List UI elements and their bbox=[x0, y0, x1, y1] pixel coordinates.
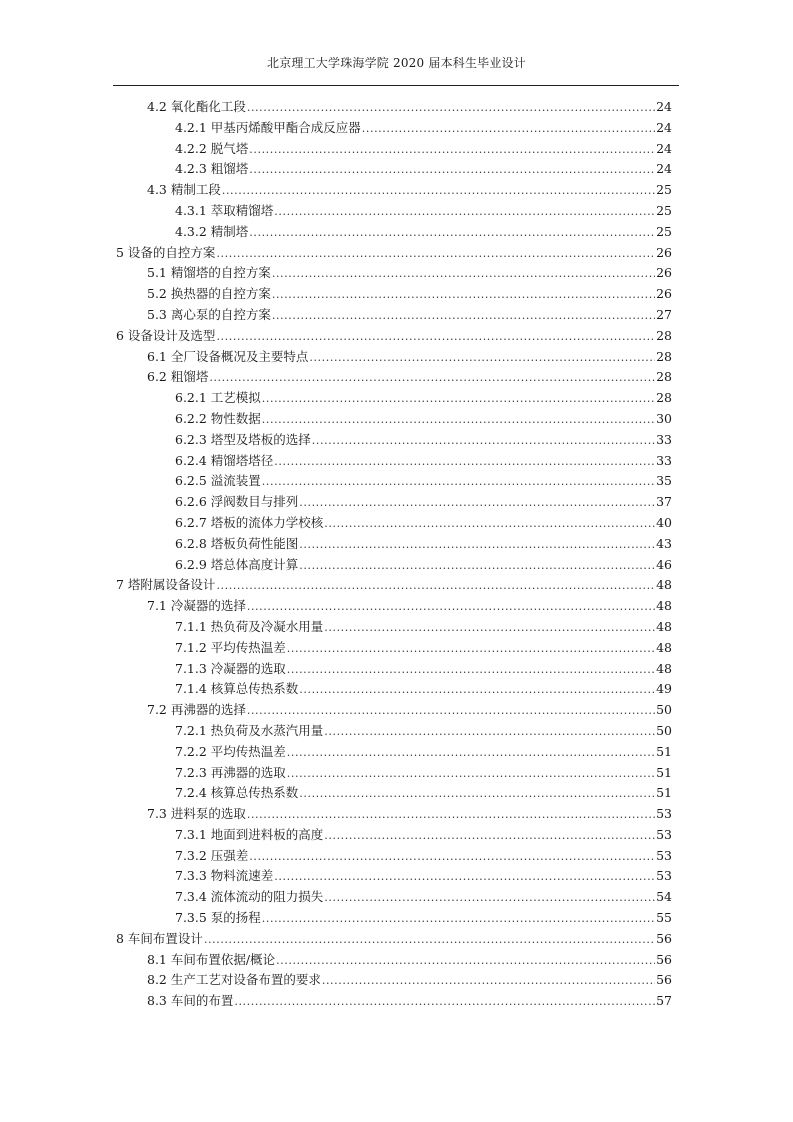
toc-page-number: 35 bbox=[656, 473, 672, 489]
toc-entry-title: 7.1 冷凝器的选择 bbox=[147, 598, 246, 614]
toc-entry-title: 6 设备设计及选型 bbox=[116, 327, 216, 343]
toc-dot-leader bbox=[324, 826, 655, 847]
toc-dot-leader bbox=[249, 223, 655, 244]
toc-dot-leader bbox=[324, 514, 655, 535]
toc-page-number: 43 bbox=[656, 535, 672, 551]
toc-dot-leader bbox=[262, 909, 655, 930]
toc-entry-title: 7.3.2 压强差 bbox=[175, 847, 249, 863]
toc-page-number: 28 bbox=[656, 327, 672, 343]
toc-page-number: 48 bbox=[656, 598, 672, 614]
toc-entry[interactable] bbox=[116, 742, 672, 763]
toc-entry[interactable] bbox=[116, 887, 672, 908]
toc-page-number: 40 bbox=[656, 514, 672, 530]
toc-page-number: 26 bbox=[656, 286, 672, 302]
toc-page-number: 56 bbox=[656, 972, 672, 988]
toc-dot-leader bbox=[249, 160, 655, 181]
toc-entry[interactable] bbox=[116, 866, 672, 887]
toc-dot-leader bbox=[276, 951, 655, 972]
toc-entry-title: 7.3.3 物料流速差 bbox=[175, 868, 274, 884]
toc-entry[interactable] bbox=[116, 783, 672, 804]
toc-entry-title: 6.2 粗馏塔 bbox=[147, 369, 209, 385]
toc-entry-title: 4.2.2 脱气塔 bbox=[175, 140, 249, 156]
toc-entry-title: 6.2.1 工艺模拟 bbox=[175, 390, 261, 406]
toc-entry[interactable] bbox=[116, 575, 672, 596]
toc-entry[interactable] bbox=[116, 908, 672, 929]
toc-page-number: 50 bbox=[656, 722, 672, 738]
toc-dot-leader bbox=[287, 764, 655, 785]
toc-entry[interactable] bbox=[116, 513, 672, 534]
toc-entry-title: 6.2.3 塔型及塔板的选择 bbox=[175, 431, 311, 447]
table-of-contents bbox=[116, 97, 672, 1012]
toc-page-number: 51 bbox=[656, 764, 672, 780]
toc-entry[interactable] bbox=[116, 243, 672, 264]
toc-page-number: 28 bbox=[656, 390, 672, 406]
toc-entry[interactable] bbox=[116, 846, 672, 867]
toc-page-number: 57 bbox=[656, 993, 672, 1009]
toc-entry[interactable] bbox=[116, 347, 672, 368]
toc-entry-title: 7.3.4 流体流动的阻力损失 bbox=[175, 889, 324, 905]
toc-entry[interactable] bbox=[116, 534, 672, 555]
toc-dot-leader bbox=[309, 348, 655, 369]
toc-entry-title: 7.1.2 平均传热温差 bbox=[175, 639, 286, 655]
toc-entry-title: 7.2.2 平均传热温差 bbox=[175, 743, 286, 759]
toc-entry[interactable] bbox=[116, 596, 672, 617]
toc-entry[interactable] bbox=[116, 929, 672, 950]
toc-dot-leader bbox=[287, 743, 655, 764]
toc-dot-leader bbox=[287, 639, 655, 660]
toc-entry[interactable] bbox=[116, 950, 672, 971]
toc-page-number: 30 bbox=[656, 410, 672, 426]
toc-dot-leader bbox=[324, 618, 655, 639]
toc-entry-title: 8.2 生产工艺对设备布置的要求 bbox=[147, 972, 321, 988]
toc-dot-leader bbox=[324, 722, 655, 743]
toc-entry[interactable] bbox=[116, 367, 672, 388]
toc-entry-title: 6.2.9 塔总体高度计算 bbox=[175, 556, 299, 572]
toc-entry[interactable] bbox=[116, 97, 672, 118]
toc-entry[interactable] bbox=[116, 555, 672, 576]
toc-dot-leader bbox=[299, 556, 655, 577]
toc-entry[interactable] bbox=[116, 970, 672, 991]
toc-entry-title: 5.2 换热器的自控方案 bbox=[147, 286, 271, 302]
toc-page-number: 25 bbox=[656, 182, 672, 198]
toc-entry[interactable] bbox=[116, 638, 672, 659]
toc-page-number: 53 bbox=[656, 826, 672, 842]
toc-dot-leader bbox=[216, 327, 655, 348]
toc-entry[interactable] bbox=[116, 825, 672, 846]
toc-entry-title: 4.3.2 精制塔 bbox=[175, 223, 249, 239]
toc-dot-leader bbox=[216, 576, 655, 597]
toc-dot-leader bbox=[274, 202, 655, 223]
toc-entry[interactable] bbox=[116, 451, 672, 472]
toc-entry-title: 8.3 车间的布置 bbox=[147, 993, 234, 1009]
toc-page-number: 49 bbox=[656, 681, 672, 697]
toc-dot-leader bbox=[287, 660, 655, 681]
toc-entry[interactable] bbox=[116, 471, 672, 492]
toc-page-number: 53 bbox=[656, 806, 672, 822]
toc-entry-title: 7.1.3 冷凝器的选取 bbox=[175, 660, 286, 676]
toc-page-number: 48 bbox=[656, 577, 672, 593]
toc-page-number: 24 bbox=[656, 140, 672, 156]
toc-entry[interactable] bbox=[116, 492, 672, 513]
toc-dot-leader bbox=[272, 285, 655, 306]
toc-entry-title: 4.2 氧化酯化工段 bbox=[147, 99, 246, 114]
toc-page-number: 53 bbox=[656, 868, 672, 884]
toc-page-number: 26 bbox=[656, 244, 672, 260]
toc-entry-title: 4.2.1 甲基丙烯酸甲酯合成反应器 bbox=[175, 119, 361, 135]
toc-page-number: 53 bbox=[656, 847, 672, 863]
toc-entry-title: 4.3.1 萃取精馏塔 bbox=[175, 202, 274, 218]
toc-entry-title: 6.2.6 浮阀数目与排列 bbox=[175, 494, 299, 510]
toc-entry-title: 6.2.7 塔板的流体力学校核 bbox=[175, 514, 324, 530]
toc-page-number: 24 bbox=[656, 119, 672, 135]
toc-dot-leader bbox=[247, 98, 655, 119]
toc-entry[interactable] bbox=[116, 409, 672, 430]
toc-entry-title: 6.2.8 塔板负荷性能图 bbox=[175, 535, 299, 551]
toc-dot-leader bbox=[299, 493, 655, 514]
page-header: 北京理工大学珠海学院 2020 届本科生毕业设计 bbox=[267, 56, 526, 70]
toc-dot-leader bbox=[249, 847, 655, 868]
toc-entry-title: 6.1 全厂设备概况及主要特点 bbox=[147, 348, 309, 364]
toc-dot-leader bbox=[262, 472, 655, 493]
toc-entry[interactable] bbox=[116, 180, 672, 201]
toc-entry[interactable] bbox=[116, 991, 672, 1012]
toc-entry-title: 4.3 精制工段 bbox=[147, 182, 221, 198]
toc-entry[interactable] bbox=[116, 804, 672, 825]
toc-page-number: 33 bbox=[656, 431, 672, 447]
toc-entry-title: 7.2 再沸器的选择 bbox=[147, 702, 246, 718]
toc-entry[interactable] bbox=[116, 700, 672, 721]
toc-dot-leader bbox=[234, 992, 655, 1013]
toc-page-number: 48 bbox=[656, 660, 672, 676]
toc-entry-title: 7.2.1 热负荷及水蒸汽用量 bbox=[175, 722, 324, 738]
toc-dot-leader bbox=[247, 805, 655, 826]
toc-dot-leader bbox=[324, 888, 655, 909]
toc-entry[interactable] bbox=[116, 159, 672, 180]
toc-entry-title: 7.2.3 再沸器的选取 bbox=[175, 764, 286, 780]
toc-entry[interactable] bbox=[116, 617, 672, 638]
toc-page-number: 51 bbox=[656, 785, 672, 801]
toc-entry[interactable] bbox=[116, 326, 672, 347]
toc-dot-leader bbox=[262, 410, 655, 431]
toc-entry-title: 7.1.4 核算总传热系数 bbox=[175, 681, 299, 697]
toc-dot-leader bbox=[247, 597, 655, 618]
toc-dot-leader bbox=[272, 264, 655, 285]
toc-page-number: 37 bbox=[656, 494, 672, 510]
toc-dot-leader bbox=[362, 119, 655, 140]
toc-dot-leader bbox=[204, 930, 655, 951]
toc-dot-leader bbox=[299, 535, 655, 556]
toc-page-number: 56 bbox=[656, 930, 672, 946]
toc-entry[interactable] bbox=[116, 222, 672, 243]
toc-dot-leader bbox=[216, 244, 655, 265]
toc-entry-title: 7.3 进料泵的选取 bbox=[147, 806, 246, 822]
toc-entry[interactable] bbox=[116, 284, 672, 305]
toc-entry[interactable] bbox=[116, 388, 672, 409]
toc-dot-leader bbox=[322, 971, 655, 992]
toc-entry-title: 5.1 精馏塔的自控方案 bbox=[147, 265, 271, 281]
toc-entry[interactable] bbox=[116, 721, 672, 742]
toc-page-number: 28 bbox=[656, 369, 672, 385]
toc-page-number: 51 bbox=[656, 743, 672, 759]
toc-dot-leader bbox=[274, 867, 655, 888]
toc-entry-title: 7.2.4 核算总传热系数 bbox=[175, 785, 299, 801]
toc-page-number: 48 bbox=[656, 639, 672, 655]
toc-entry[interactable] bbox=[116, 201, 672, 222]
toc-entry[interactable] bbox=[116, 305, 672, 326]
toc-page-number: 28 bbox=[656, 348, 672, 364]
toc-entry[interactable] bbox=[116, 139, 672, 160]
toc-page-number: 25 bbox=[656, 223, 672, 239]
toc-dot-leader bbox=[312, 431, 655, 452]
toc-page-number: 50 bbox=[656, 702, 672, 718]
toc-page-number: 26 bbox=[656, 265, 672, 281]
toc-dot-leader bbox=[249, 140, 655, 161]
toc-entry-title: 5.3 离心泵的自控方案 bbox=[147, 306, 271, 322]
toc-entry[interactable] bbox=[116, 118, 672, 139]
toc-entry-title: 7 塔附属设备设计 bbox=[116, 577, 216, 593]
toc-dot-leader bbox=[299, 680, 655, 701]
toc-entry-title: 4.2.3 粗馏塔 bbox=[175, 161, 249, 177]
toc-entry-title: 6.2.4 精馏塔塔径 bbox=[175, 452, 274, 468]
toc-dot-leader bbox=[209, 368, 655, 389]
toc-entry[interactable] bbox=[116, 679, 672, 700]
toc-page-number: 27 bbox=[656, 306, 672, 322]
toc-dot-leader bbox=[272, 306, 655, 327]
toc-entry-title: 7.3.1 地面到进料板的高度 bbox=[175, 826, 324, 842]
toc-page-number: 55 bbox=[656, 910, 672, 926]
toc-entry-title: 7.1.1 热负荷及冷凝水用量 bbox=[175, 618, 324, 634]
toc-dot-leader bbox=[262, 389, 655, 410]
toc-page-number: 25 bbox=[656, 202, 672, 218]
header-divider bbox=[113, 85, 679, 86]
toc-entry-title: 8 车间布置设计 bbox=[116, 930, 203, 946]
toc-page-number: 48 bbox=[656, 618, 672, 634]
toc-entry-title: 7.3.5 泵的扬程 bbox=[175, 910, 261, 926]
toc-page-number: 24 bbox=[656, 161, 672, 177]
toc-entry[interactable] bbox=[116, 430, 672, 451]
toc-dot-leader bbox=[247, 701, 655, 722]
toc-page-number: 54 bbox=[656, 889, 672, 905]
toc-page-number: 24 bbox=[656, 99, 672, 114]
toc-entry-title: 5 设备的自控方案 bbox=[116, 244, 216, 260]
toc-entry-title: 6.2.2 物性数据 bbox=[175, 410, 261, 426]
toc-entry[interactable] bbox=[116, 659, 672, 680]
toc-dot-leader bbox=[299, 784, 655, 805]
toc-dot-leader bbox=[274, 452, 655, 473]
toc-page-number: 33 bbox=[656, 452, 672, 468]
toc-entry-title: 8.1 车间布置依据/概论 bbox=[147, 951, 276, 967]
toc-entry-title: 6.2.5 溢流装置 bbox=[175, 473, 261, 489]
toc-entry[interactable] bbox=[116, 263, 672, 284]
toc-dot-leader bbox=[222, 181, 655, 202]
toc-page-number: 46 bbox=[656, 556, 672, 572]
toc-entry[interactable] bbox=[116, 763, 672, 784]
toc-page-number: 56 bbox=[656, 951, 672, 967]
